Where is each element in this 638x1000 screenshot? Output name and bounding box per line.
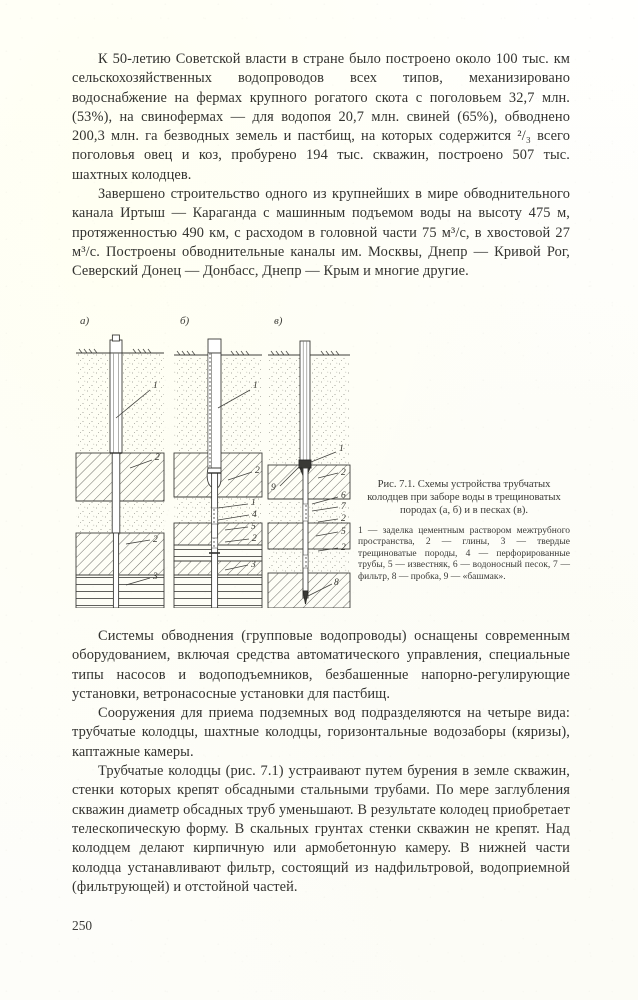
svg-text:4: 4 [252, 510, 257, 520]
well-schemes-svg [68, 308, 368, 608]
svg-text:1: 1 [339, 444, 344, 454]
svg-text:9: 9 [271, 483, 276, 493]
paragraph-3: Системы обводнения (групповые водопроводы) оснащены современным оборудованием, включая средства автоматического управления, специальные типы насосов и водоподъемников, безбашенные напорно-регулирующие установки, ветронасосные установки для пастбищ. [72, 628, 570, 702]
svg-text:5: 5 [251, 522, 256, 532]
svg-text:в): в) [274, 315, 283, 327]
svg-text:а): а) [80, 315, 90, 327]
text-block-lower [72, 627, 570, 897]
figure-caption-block [358, 478, 570, 584]
paragraph-4: Сооружения для приема подземных вод подразделяются на четыре вида: трубчатые колодцы, шахтные колодцы, горизонтальные водозаборы (кяризы), каптажные камеры. [72, 705, 570, 760]
svg-text:7: 7 [341, 502, 346, 512]
figure-7-1-drawing [68, 308, 368, 608]
paragraph-1: К 50-летию Советской власти в стране было построено около 100 тыс. км сельскохозяйственных водопроводов всех типов, механизировано водоснабжение на фермах крупного рогатого скота с поголовьем 32,7 млн. (53%), на свинофермах — для водопоя 20,7 млн. свиней (65%), обводнено 200,3 млн. га безводных земель и пастбищ, на которых содержится ²/₃ всего поголовья овец и коз, пробурено 194 тыс. скважин, построено 507 тыс. шахтных колодцев. [72, 51, 570, 183]
figure-caption: Рис. 7.1. Схемы устройства трубчатых колодцев при заборе воды в трещиноватых породах (а, б) и в песках (в). [367, 479, 561, 517]
panel-a [76, 315, 164, 608]
svg-text:5: 5 [341, 527, 346, 537]
svg-text:2: 2 [341, 514, 346, 524]
panel-c [268, 315, 350, 608]
panel-b [174, 315, 262, 608]
svg-text:2: 2 [153, 535, 158, 545]
svg-text:2: 2 [341, 543, 346, 553]
svg-text:3: 3 [153, 572, 158, 582]
svg-text:1: 1 [253, 381, 258, 391]
figure-7-1 [68, 308, 570, 608]
svg-text:2: 2 [341, 468, 346, 478]
svg-text:б): б) [180, 315, 190, 327]
svg-text:6: 6 [341, 491, 346, 501]
page-text-column [72, 0, 570, 1000]
svg-text:3: 3 [251, 560, 256, 570]
svg-text:1: 1 [153, 381, 158, 391]
svg-text:1: 1 [251, 498, 256, 508]
figure-legend: 1 — заделка цементным раствором межтрубного пространства, 2 — глины, 3 — твердые трещиноватые породы, 4 — перфорированные трубы, 5 — известняк, 6 — водоносный песок, 7 — фильтр, 8 — пробка, 9 — «башмак». [358, 525, 570, 582]
page-number: 250 [72, 918, 93, 933]
svg-text:2: 2 [252, 534, 257, 544]
paragraph-2: Завершено строительство одного из крупнейших в мире обводнительного канала Иртыш — Караганда с машинным подъемом воды на высоту 475 м, протяженностью 490 км, с расходом в головной части 75 м³/с, в хвостовой 27 м³/с. Построены обводнительные каналы им. Москвы, Днепр — Кривой Рог, Северский Донец — Донбасс, Днепр — Крым и многие другие. [72, 186, 570, 280]
svg-text:8: 8 [334, 578, 339, 588]
paragraph-5: Трубчатые колодцы (рис. 7.1) устраивают путем бурения в земле скважин, стенки которых крепят обсадными стальными трубами. По мере заглубления скважин диаметр обсадных труб уменьшают. В результате колодец приобретает телескопическую форму. В скальных грунтах стенки скважин не крепят. Над колодцем делают кирпичную или армобетонную камеру. В нижней части колодца устанавливают фильтр, состоящий из надфильтровой, водоприемной (фильтрующей) и отстойной частей. [72, 763, 570, 895]
svg-text:2: 2 [155, 453, 160, 463]
text-block-upper [72, 50, 570, 282]
svg-text:2: 2 [255, 466, 260, 476]
